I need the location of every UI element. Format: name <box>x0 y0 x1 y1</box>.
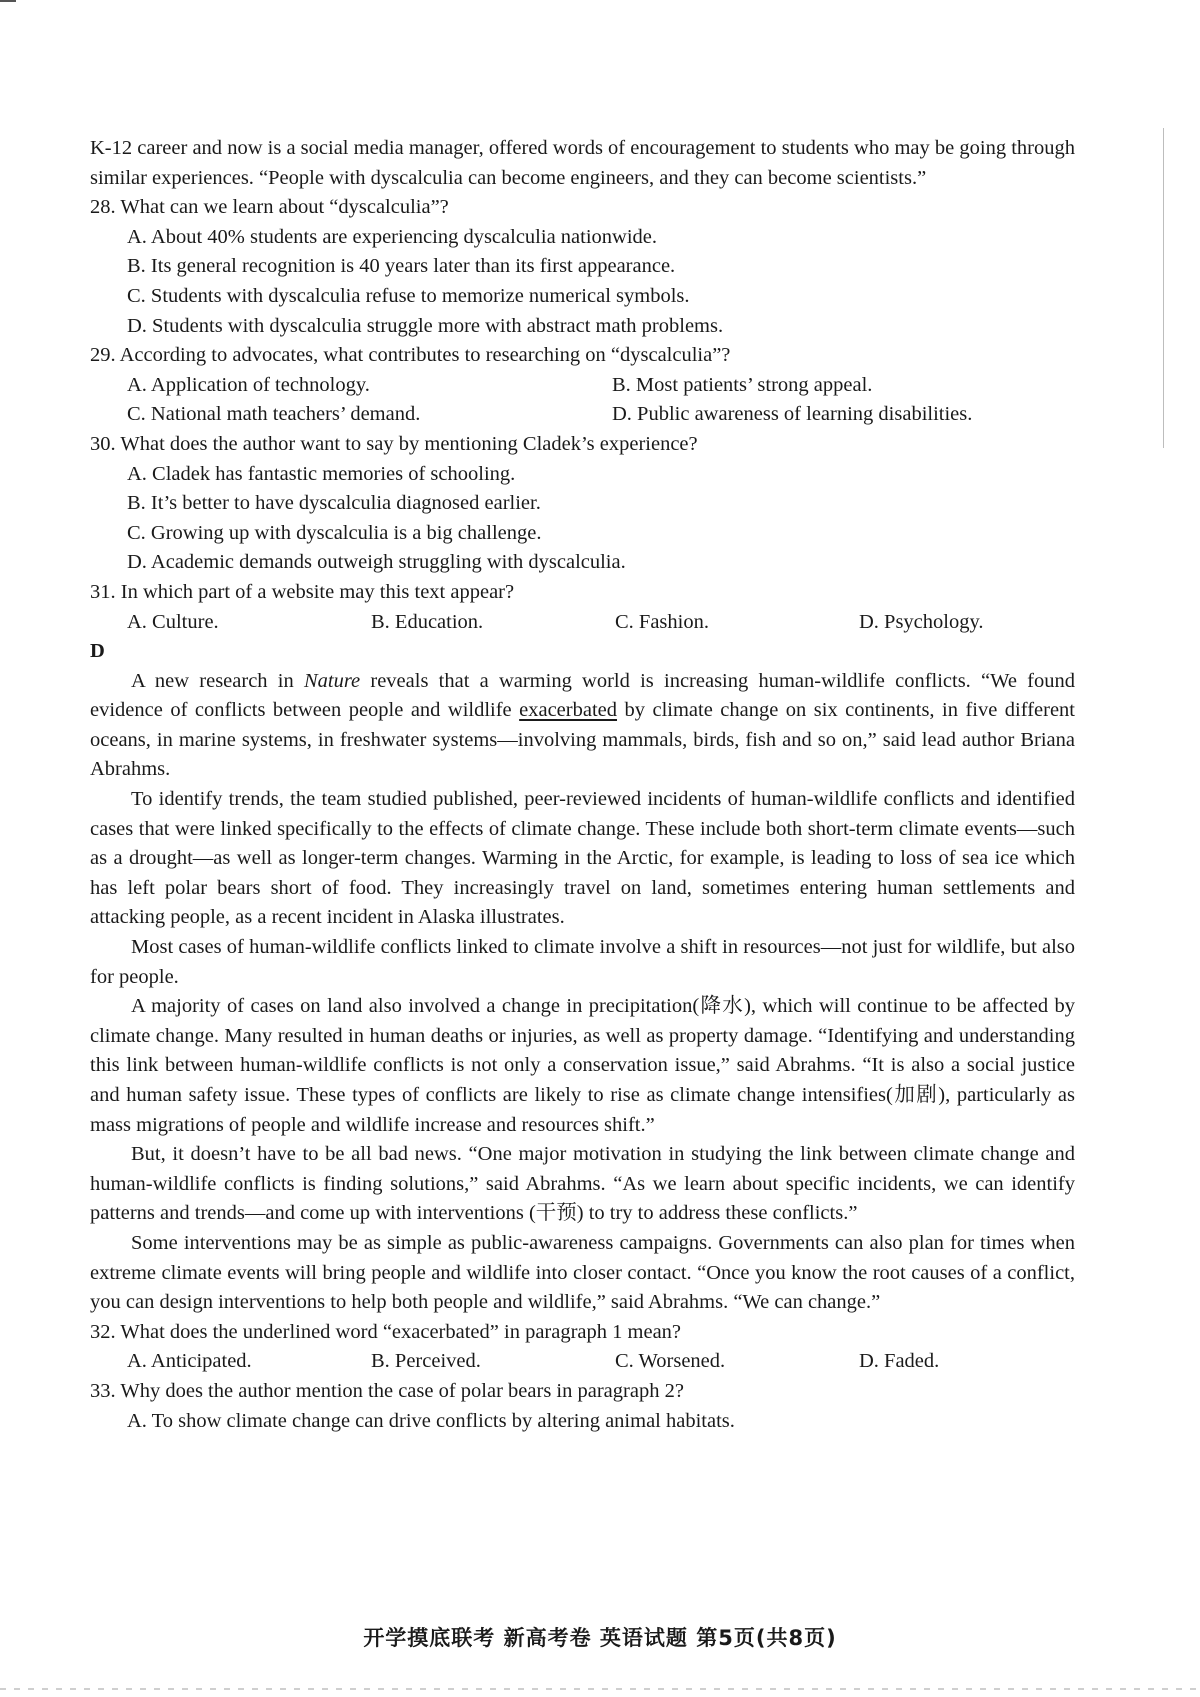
question-stem: 32. What does the underlined word “exacerbated” in paragraph 1 mean? <box>90 1320 682 1343</box>
option-d: D. Students with dyscalculia struggle more with abstract math problems. <box>127 314 724 337</box>
page-content <box>90 134 1075 1436</box>
option-d: D. Academic demands outweigh struggling with dyscalculia. <box>127 551 626 574</box>
option-b: B. It’s better to have dyscalculia diagnosed earlier. <box>127 492 541 515</box>
options-row <box>90 1347 1075 1377</box>
passage-d-paragraph-1 <box>90 667 1075 785</box>
question-33 <box>90 1377 1075 1436</box>
option-b: B. Its general recognition is 40 years later than its first appearance. <box>127 255 676 278</box>
options-row <box>90 400 1075 430</box>
scan-bottom-strip <box>0 1688 1200 1690</box>
option-a: A. To show climate change can drive conflicts by altering animal habitats. <box>127 1409 735 1432</box>
question-29 <box>90 341 1075 430</box>
option-a: A. Culture. <box>127 610 219 633</box>
option-a: A. Cladek has fantastic memories of schooling. <box>127 462 516 485</box>
option-a: A. About 40% students are experiencing dyscalculia nationwide. <box>127 225 658 248</box>
paragraph-text: reveals that a warming world is increasing human-wildlife conflicts. “We found evidence of conflicts between people and wildlife <box>90 669 1075 722</box>
option-b: B. Education. <box>371 610 484 633</box>
options-row <box>90 371 1075 401</box>
scan-edge-line <box>1163 128 1164 448</box>
scan-mark <box>0 0 16 2</box>
passage-c-continuation: K-12 career and now is a social media manager, offered words of encouragement to students who may be going through similar experiences. “People with dyscalculia can become engineers, and they can become scientists.” <box>90 137 1075 189</box>
question-30 <box>90 430 1075 578</box>
passage-d-paragraph-5: But, it doesn’t have to be all bad news. “One major motivation in studying the link between climate change and human-wildlife conflicts is finding solutions,” said Abrahms. “As we learn about specific incidents, we can identify patterns and trends—and come up with interventions (干预) to try to address these conflicts.” <box>90 1143 1075 1225</box>
question-stem: 31. In which part of a website may this text appear? <box>90 580 515 603</box>
paragraph-text: A new research in <box>131 669 304 692</box>
option-c: C. National math teachers’ demand. <box>127 403 421 426</box>
option-a: A. Application of technology. <box>127 373 370 396</box>
question-stem: 29. According to advocates, what contributes to researching on “dyscalculia”? <box>90 344 731 367</box>
question-stem: 28. What can we learn about “dyscalculia”? <box>90 196 449 219</box>
option-d: D. Psychology. <box>859 610 984 633</box>
question-31 <box>90 578 1075 637</box>
passage-d-paragraph-3: Most cases of human-wildlife conflicts linked to climate involve a shift in resources—not just for wildlife, but also for people. <box>90 936 1075 988</box>
passage-d-paragraph-6: Some interventions may be as simple as public-awareness campaigns. Governments can also plan for times when extreme climate events will bring people and wildlife into closer contact. “Once you know the root causes of a conflict, you can design interventions to help both people and wildlife,” said Abrahms. “We can change.” <box>90 1231 1075 1314</box>
option-c: C. Fashion. <box>615 610 709 633</box>
options-row <box>90 608 1075 638</box>
question-stem: 33. Why does the author mention the case of polar bears in paragraph 2? <box>90 1379 684 1402</box>
underlined-word: exacerbated <box>519 699 618 722</box>
option-c: C. Growing up with dyscalculia is a big challenge. <box>127 521 542 544</box>
option-c: C. Students with dyscalculia refuse to memorize numerical symbols. <box>127 284 690 307</box>
option-b: B. Perceived. <box>371 1350 481 1373</box>
question-28 <box>90 193 1075 341</box>
question-stem: 30. What does the author want to say by mentioning Cladek’s experience? <box>90 432 698 455</box>
option-d: D. Public awareness of learning disabilities. <box>612 403 973 426</box>
section-heading: D <box>90 640 105 663</box>
option-a: A. Anticipated. <box>127 1350 252 1373</box>
passage-d-paragraph-2: To identify trends, the team studied published, peer-reviewed incidents of human-wildlife conflicts and identified cases that were linked specifically to the effects of climate change. These include both short-term climate events—such as a drought—as well as longer-term changes. Warming in the Arctic, for example, is leading to loss of sea ice which has left polar bears short of food. They increasingly travel on land, sometimes entering human settlements and attacking people, as a recent incident in Alaska illustrates. <box>90 788 1075 929</box>
option-d: D. Faded. <box>859 1350 940 1373</box>
option-b: B. Most patients’ strong appeal. <box>612 373 873 396</box>
journal-name: Nature <box>303 669 361 692</box>
question-32 <box>90 1318 1075 1377</box>
page-footer: 开学摸底联考 新高考卷 英语试题 第5页(共8页) <box>363 1626 837 1650</box>
option-c: C. Worsened. <box>615 1350 726 1373</box>
paragraph-text: by climate change on six continents, in five different oceans, in marine systems, in freshwater systems—involving mammals, birds, fish and so on,” said lead author Briana Abrahms. <box>90 699 1075 781</box>
passage-d-paragraph-4: A majority of cases on land also involved a change in precipitation(降水), which will continue to be affected by climate change. Many resulted in human deaths or injuries, as well as property damage. “Identifying and understanding this link between human-wildlife conflicts is not only a conservation issue,” said Abrahms. “It is also a social justice and human safety issue. These types of conflicts are likely to rise as climate change intensifies(加剧), particularly as mass migrations of people and wildlife increase and resources shift.” <box>90 995 1075 1136</box>
